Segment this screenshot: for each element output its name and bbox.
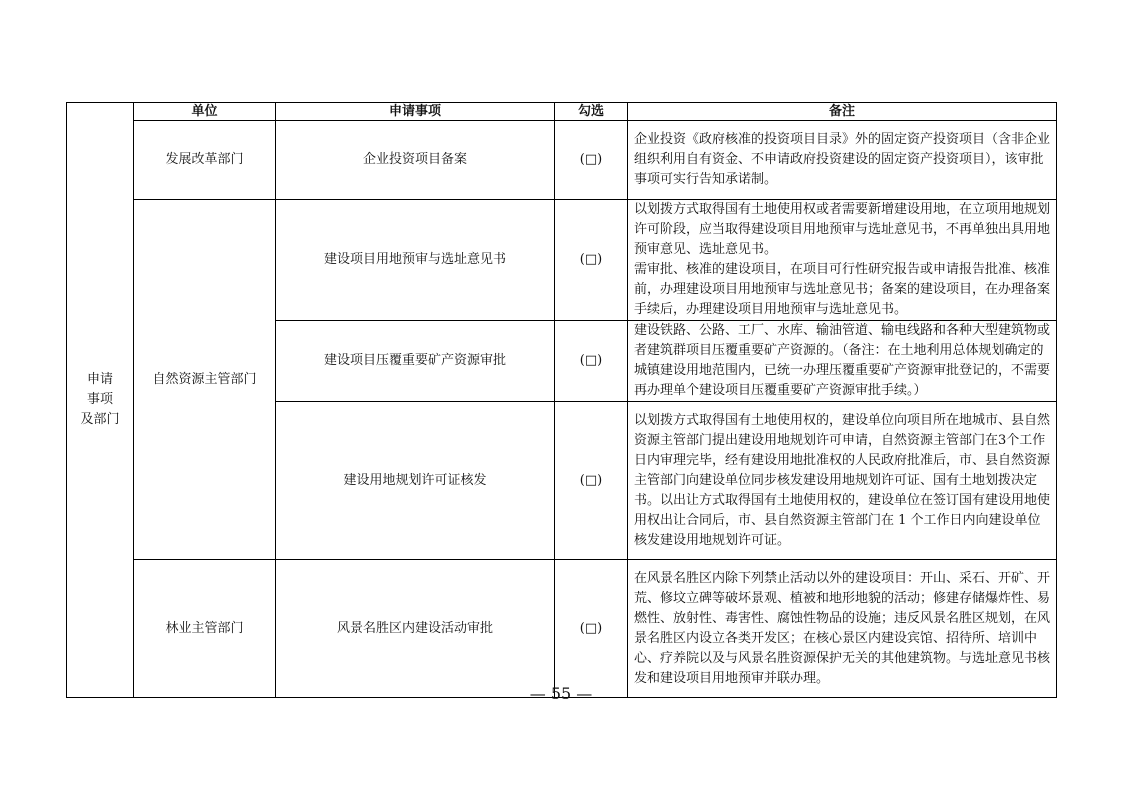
- side-label: [67, 103, 134, 698]
- item-cell: 风景名胜区内建设活动审批: [276, 560, 555, 698]
- header-note: 备注: [628, 103, 1057, 121]
- header-check: 勾选: [555, 103, 628, 121]
- note-text: 需审批、核准的建设项目，在项目可行性研究报告或申请报告批准、核准前，办理建设项目用地预审与选址意见书；备案的建设项目，在办理备案手续后，办理建设项目用地预审与选址意见书。: [634, 262, 1051, 317]
- check-cell[interactable]: (□): [555, 402, 628, 560]
- unit-cell: 自然资源主管部门: [134, 200, 276, 560]
- table-row: [67, 560, 1057, 698]
- item-cell: 建设项目用地预审与选址意见书: [276, 200, 555, 321]
- check-cell[interactable]: (□): [555, 121, 628, 200]
- note-cell: [628, 402, 1057, 560]
- side-label-line: 及部门: [80, 412, 120, 427]
- item-cell: 建设用地规划许可证核发: [276, 402, 555, 560]
- header-unit: 单位: [134, 103, 276, 121]
- note-text: 建设铁路、公路、工厂、水库、输油管道、输电线路和各种大型建筑物或者建筑群项目压覆重要矿产资源的。（备注：在土地利用总体规划确定的城镇建设用地范围内，已统一办理压覆重要矿产资源审批登记的，不需要再办理单个建设项目压覆重要矿产资源审批手续。）: [634, 323, 1051, 398]
- table-header-row: [67, 103, 1057, 121]
- check-cell[interactable]: (□): [555, 200, 628, 321]
- note-text: 在风景名胜区内除下列禁止活动以外的建设项目：开山、采石、开矿、开荒、修坟立碑等破坏景观、植被和地形地貌的活动；修建存储爆炸性、易燃性、放射性、毒害性、腐蚀性物品的设施；违反风景名胜区规划，在风景名胜区内设立各类开发区；在核心景区内建设宾馆、招待所、培训中心、疗养院以及与风景名胜资源保护无关的其他建筑物。与选址意见书核发和建设项目用地预审并联办理。: [634, 570, 1051, 686]
- note-cell: [628, 200, 1057, 321]
- note-text: 以划拨方式取得国有土地使用权或者需要新增建设用地，在立项用地规划许可阶段，应当取得建设项目用地预审与选址意见书，不再单独出具用地预审意见、选址意见书。: [634, 202, 1051, 257]
- item-cell: 企业投资项目备案: [276, 121, 555, 200]
- item-cell: 建设项目压覆重要矿产资源审批: [276, 321, 555, 402]
- table-row: [67, 121, 1057, 200]
- application-items-table: [66, 102, 1057, 698]
- note-text: 以划拨方式取得国有土地使用权的，建设单位向项目所在地城市、县自然资源主管部门提出建设用地规划许可申请，自然资源主管部门在3个工作日内审理完毕，经有建设用地批准权的人民政府批准后，市、县自然资源主管部门向建设单位同步核发建设用地规划许可证、国有土地划拨决定书。以出让方式取得国有土地使用权的，建设单位在签订国有建设用地使用权出让合同后，市、县自然资源主管部门在 1 个工作日内向建设单位核发建设用地规划许可证。: [634, 412, 1051, 548]
- unit-cell: 林业主管部门: [134, 560, 276, 698]
- side-label-line: 申请: [86, 372, 113, 387]
- unit-cell: 发展改革部门: [134, 121, 276, 200]
- table-row: [67, 200, 1057, 321]
- note-cell: [628, 321, 1057, 402]
- note-cell: [628, 560, 1057, 698]
- note-text: 企业投资《政府核准的投资项目目录》外的固定资产投资项目（含非企业组织利用自有资金、不申请政府投资建设的固定资产投资项目），该审批事项可实行告知承诺制。: [634, 132, 1051, 187]
- check-cell[interactable]: (□): [555, 321, 628, 402]
- check-cell[interactable]: (□): [555, 560, 628, 698]
- note-cell: [628, 121, 1057, 200]
- side-label-line: 事项: [86, 392, 113, 407]
- page-number: — 55 —: [529, 684, 593, 703]
- header-item: 申请事项: [276, 103, 555, 121]
